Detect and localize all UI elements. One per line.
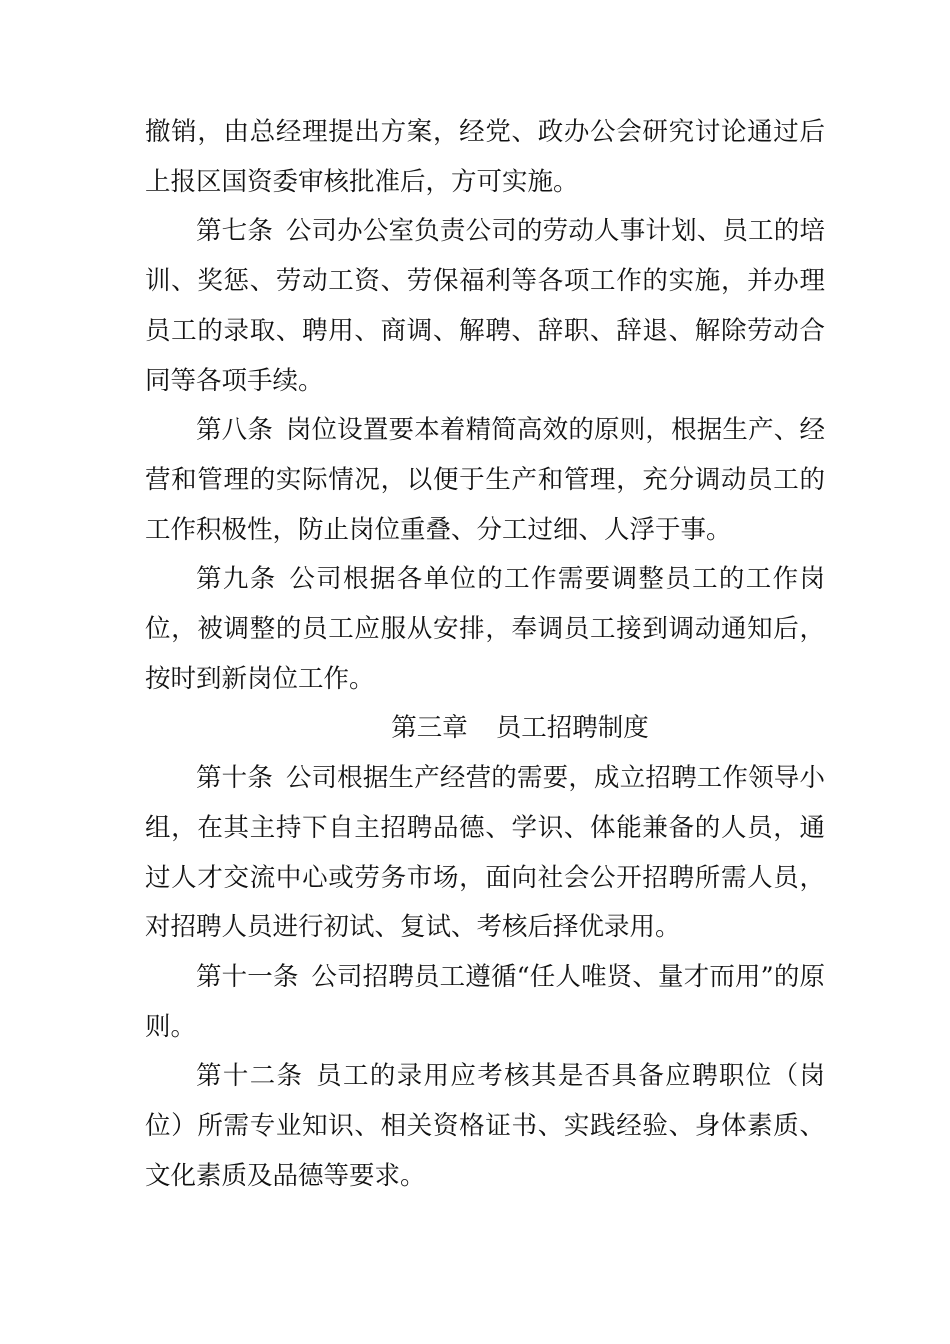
article-number: 第十一条 (196, 961, 299, 992)
article-text: 公司办公室负责公司的劳动人事计划、员工的培训、奖惩、劳动工资、劳保福利等各项工作的实施，并办理员工的录取、聘用、商调、解聘、辞职、辞退、解除劳动合同等各项手续。 (145, 216, 825, 396)
chapter-title: 员工招聘制度 (495, 713, 649, 744)
article-number: 第十条 (196, 763, 274, 794)
article-9 (145, 555, 825, 704)
article-text: 员工的录用应考核其是否具备应聘职位（岗位）所需专业知识、相关资格证书、实践经验、身体素质、文化素质及品德等要求。 (145, 1061, 825, 1191)
continuation-paragraph: 撤销，由总经理提出方案，经党、政办公会研究讨论通过后上报区国资委审核批准后，方可实施。 (145, 117, 825, 197)
article-number: 第九条 (196, 564, 277, 595)
article-12 (145, 1052, 825, 1201)
article-10 (145, 754, 825, 953)
article-text: 公司根据生产经营的需要，成立招聘工作领导小组，在其主持下自主招聘品德、学识、体能兼备的人员，通过人才交流中心或劳务市场，面向社会公开招聘所需人员，对招聘人员进行初试、复试、考核后择优录用。 (145, 763, 825, 943)
article-text: 公司根据各单位的工作需要调整员工的工作岗位，被调整的员工应服从安排，奉调员工接到调动通知后，按时到新岗位工作。 (145, 564, 825, 694)
article-text: 公司招聘员工遵循“任人唯贤、量才而用”的原则。 (145, 961, 825, 1042)
article-7 (145, 207, 825, 406)
document-body (145, 108, 825, 1201)
article-number: 第八条 (196, 415, 274, 446)
article-number: 第十二条 (196, 1061, 304, 1092)
article-text: 岗位设置要本着精简高效的原则，根据生产、经营和管理的实际情况，以便于生产和管理，充分调动员工的工作积极性，防止岗位重叠、分工过细、人浮于事。 (145, 415, 825, 545)
article-8 (145, 406, 825, 555)
chapter-heading (145, 704, 825, 754)
article-number: 第七条 (196, 216, 274, 247)
chapter-number: 第三章 (391, 713, 468, 744)
article-11 (145, 953, 825, 1052)
